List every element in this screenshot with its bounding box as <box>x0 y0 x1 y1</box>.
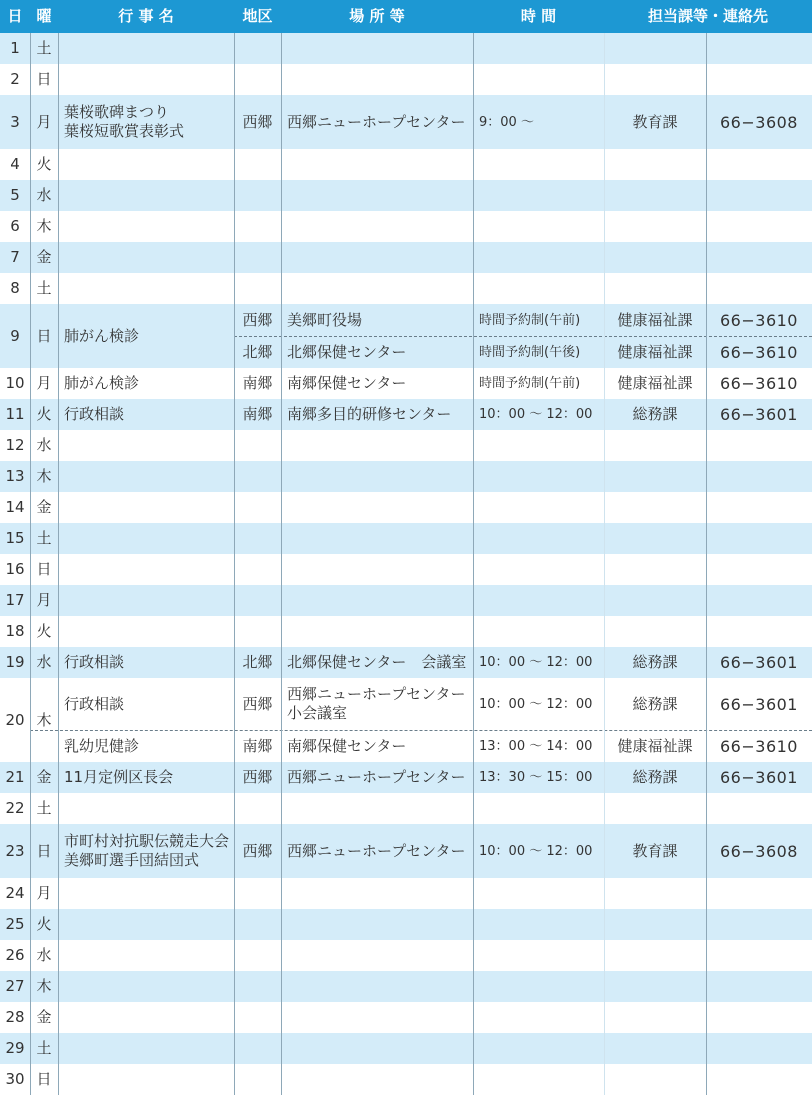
event-name: 肺がん検診 <box>64 326 140 345</box>
weekday: 木 <box>36 977 52 995</box>
day-number: 24 <box>5 884 25 902</box>
event-place: 西郷ニューホープセンター 小会議室 <box>287 685 466 722</box>
header-event-name: 行 事 名 <box>118 7 174 25</box>
day-number: 4 <box>10 155 20 173</box>
weekday: 金 <box>36 1008 52 1026</box>
event-phone: 66−3601 <box>720 768 798 787</box>
weekday: 木 <box>36 467 52 485</box>
table-row <box>0 242 812 273</box>
day-number: 13 <box>5 467 25 485</box>
event-place: 南郷保健センター <box>287 374 407 392</box>
table-row <box>0 940 812 971</box>
event-department: 総務課 <box>632 653 678 671</box>
event-time: 13：00 ～ 14：00 <box>479 738 593 754</box>
table-row <box>0 211 812 242</box>
event-place: 南郷多目的研修センター <box>287 405 452 423</box>
header-time: 時 間 <box>520 7 557 25</box>
table-row <box>0 585 812 616</box>
day-number: 21 <box>5 768 25 786</box>
weekday: 土 <box>36 279 52 297</box>
day-number: 15 <box>5 529 25 547</box>
event-department: 健康福祉課 <box>617 342 693 361</box>
weekday: 土 <box>36 39 52 57</box>
table-row <box>0 616 812 647</box>
event-time: 時間予約制(午前) <box>479 312 581 328</box>
event-phone: 66−3601 <box>720 405 798 424</box>
event-area: 西郷 <box>242 694 273 713</box>
day-number: 11 <box>5 405 25 423</box>
day-number: 27 <box>5 977 25 995</box>
table-row <box>0 492 812 523</box>
event-name: 市町村対抗駅伝競走大会 美郷町選手団結団式 <box>64 832 230 869</box>
event-department: 教育課 <box>632 841 678 860</box>
table-row <box>0 793 812 824</box>
column-divider <box>30 33 31 1095</box>
event-area: 南郷 <box>242 405 273 423</box>
table-row <box>0 273 812 304</box>
table-row <box>0 554 812 585</box>
header-place: 場 所 等 <box>349 7 405 25</box>
day-number: 3 <box>10 112 20 131</box>
weekday: 火 <box>36 915 52 933</box>
event-area: 西郷 <box>242 112 273 131</box>
event-name: 11月定例区長会 <box>64 768 174 786</box>
weekday: 月 <box>36 884 52 902</box>
event-department: 総務課 <box>632 694 678 713</box>
table-row <box>0 430 812 461</box>
day-number: 10 <box>5 374 25 392</box>
weekday: 土 <box>36 1039 52 1057</box>
event-time: 10：00 ～ 12：00 <box>479 843 593 859</box>
event-department: 総務課 <box>632 768 678 786</box>
weekday: 木 <box>36 217 52 235</box>
event-department: 総務課 <box>632 405 678 423</box>
weekday: 土 <box>36 529 52 547</box>
weekday: 水 <box>36 436 52 454</box>
event-phone: 66−3610 <box>720 736 798 756</box>
day-number: 28 <box>5 1008 25 1026</box>
day-number: 25 <box>5 915 25 933</box>
weekday: 金 <box>36 498 52 516</box>
day-number: 6 <box>10 217 20 235</box>
event-phone: 66−3608 <box>720 841 798 861</box>
event-area: 西郷 <box>242 841 273 860</box>
event-name: 肺がん検診 <box>64 374 140 392</box>
weekday: 月 <box>36 112 52 131</box>
weekday: 月 <box>36 591 52 609</box>
event-phone: 66−3608 <box>720 112 798 132</box>
day-number: 8 <box>10 279 20 297</box>
table-row <box>0 878 812 909</box>
event-place: 西郷ニューホープセンター <box>287 768 466 786</box>
day-number: 20 <box>5 710 25 729</box>
header-department-contact: 担当課等・連絡先 <box>647 7 768 25</box>
event-time: 9：00 ～ <box>479 114 534 130</box>
day-number: 5 <box>10 186 20 204</box>
event-place: 南郷保健センター <box>287 736 407 755</box>
weekday: 日 <box>36 841 52 860</box>
table-row <box>0 971 812 1002</box>
weekday: 日 <box>36 1070 52 1088</box>
event-name: 行政相談 <box>64 405 125 423</box>
day-number: 14 <box>5 498 25 516</box>
header-day: 日 <box>7 7 23 25</box>
day-number: 12 <box>5 436 25 454</box>
event-name: 行政相談 <box>64 694 125 713</box>
table-row <box>0 33 812 64</box>
table-row <box>0 523 812 554</box>
day-number: 30 <box>5 1070 25 1088</box>
event-time: 10：00 ～ 12：00 <box>479 407 593 422</box>
weekday: 日 <box>36 326 52 345</box>
weekday: 水 <box>36 946 52 964</box>
event-place: 美郷町役場 <box>287 310 363 329</box>
event-place: 北郷保健センター <box>287 342 407 361</box>
event-place: 北郷保健センター 会議室 <box>287 653 467 671</box>
weekday: 月 <box>36 374 52 392</box>
day-number: 17 <box>5 591 25 609</box>
event-place: 西郷ニューホープセンター <box>287 841 466 860</box>
event-phone: 66−3601 <box>720 694 798 714</box>
event-area: 西郷 <box>242 768 273 786</box>
event-area: 北郷 <box>242 653 273 671</box>
event-area: 西郷 <box>242 310 273 329</box>
event-department: 教育課 <box>632 112 678 131</box>
table-row <box>0 64 812 95</box>
weekday: 火 <box>36 155 52 173</box>
event-phone: 66−3601 <box>720 653 798 672</box>
header-weekday: 曜 <box>36 7 52 25</box>
weekday: 金 <box>36 768 52 786</box>
event-department: 健康福祉課 <box>617 736 693 755</box>
event-place: 西郷ニューホープセンター <box>287 112 466 131</box>
day-number: 18 <box>5 622 25 640</box>
weekday: 水 <box>36 653 52 671</box>
event-time: 時間予約制(午前) <box>479 376 581 391</box>
table-row <box>0 1002 812 1033</box>
event-department: 健康福祉課 <box>617 310 693 329</box>
event-area: 南郷 <box>242 374 273 392</box>
day-number: 23 <box>5 841 25 860</box>
day-number: 1 <box>10 39 20 57</box>
day-number: 26 <box>5 946 25 964</box>
day-number: 2 <box>10 70 20 88</box>
event-phone: 66−3610 <box>720 310 798 330</box>
weekday: 金 <box>36 248 52 266</box>
weekday: 日 <box>36 560 52 578</box>
day-number: 7 <box>10 248 20 266</box>
event-name: 行政相談 <box>64 653 125 671</box>
event-phone: 66−3610 <box>720 342 798 362</box>
weekday: 火 <box>36 405 52 423</box>
day-number: 22 <box>5 799 25 817</box>
table-row <box>0 909 812 940</box>
header-area: 地区 <box>242 7 273 25</box>
event-area: 北郷 <box>242 342 273 361</box>
event-time: 10：00 ～ 12：00 <box>479 696 593 712</box>
event-department: 健康福祉課 <box>617 374 693 392</box>
weekday: 日 <box>36 70 52 88</box>
event-time: 13：30 ～ 15：00 <box>479 770 593 785</box>
column-divider <box>234 33 235 1095</box>
event-name: 葉桜歌碑まつり 葉桜短歌賞表彰式 <box>64 103 185 140</box>
column-divider <box>604 33 605 1095</box>
table-row <box>0 461 812 492</box>
column-divider <box>473 33 474 1095</box>
event-area: 南郷 <box>242 736 273 755</box>
weekday: 木 <box>36 710 52 729</box>
event-time: 時間予約制(午後) <box>479 344 581 360</box>
weekday: 土 <box>36 799 52 817</box>
day-number: 19 <box>5 653 25 671</box>
weekday: 水 <box>36 186 52 204</box>
column-divider <box>706 33 707 1095</box>
table-row <box>0 149 812 180</box>
table-row <box>0 180 812 211</box>
day-number: 29 <box>5 1039 25 1057</box>
table-row <box>0 1064 812 1095</box>
day-number: 9 <box>10 326 20 345</box>
column-divider <box>58 33 59 1095</box>
event-time: 10：00 ～ 12：00 <box>479 655 593 670</box>
table-row <box>0 1033 812 1064</box>
column-divider <box>281 33 282 1095</box>
event-phone: 66−3610 <box>720 374 798 393</box>
event-name: 乳幼児健診 <box>64 736 140 755</box>
weekday: 火 <box>36 622 52 640</box>
day-number: 16 <box>5 560 25 578</box>
